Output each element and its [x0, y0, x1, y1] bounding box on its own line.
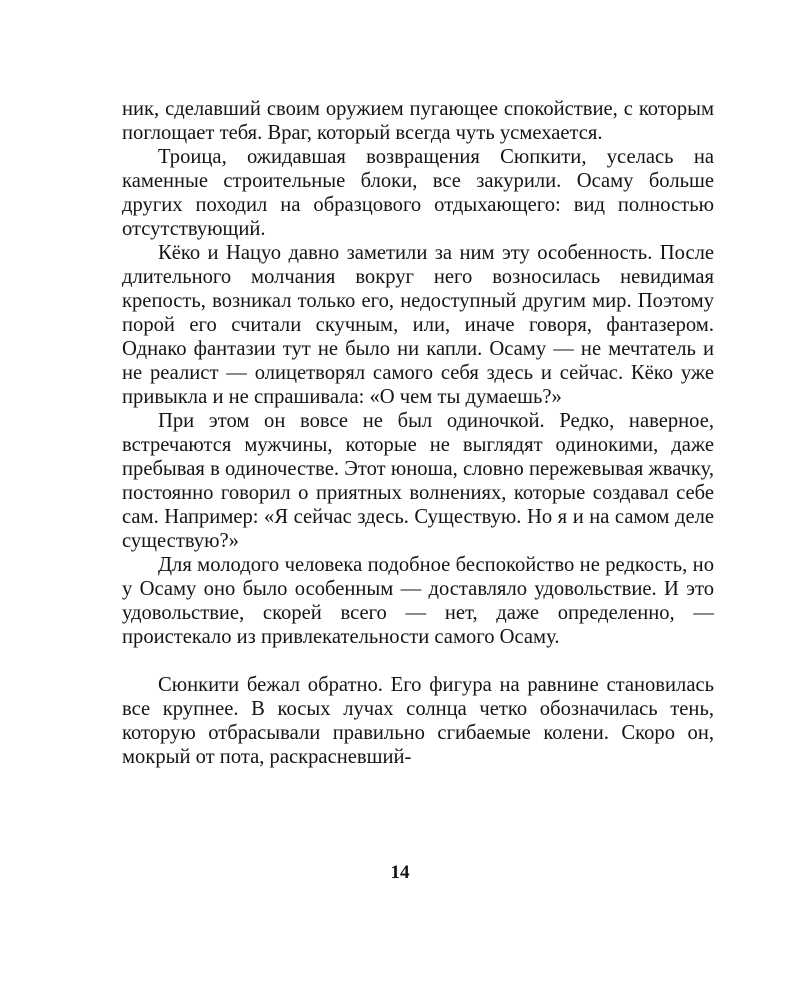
- paragraph-5: Для молодого человека подобное беспокойство не редкость, но у Осаму оно было особенным — доставляло удовольствие. И это удовольствие, скорей всего — нет, даже определенно, — проистекало из привлекательности самого Осаму.: [122, 554, 714, 648]
- paragraph-2: Троица, ожидавшая возвращения Сюпкити, уселась на каменные строительные блоки, все закурили. Осаму больше других походил на образцового отдыхающего: вид полностью отсутствующий.: [122, 146, 714, 240]
- paragraph-6: Сюнкити бежал обратно. Его фигура на равнине становилась все крупнее. В косых лучах солнца четко обозначилась тень, которую отбрасывали правильно сгибаемые колени. Скоро он, мокрый от пота, раскрасневший-: [122, 674, 714, 768]
- page-number: 14: [390, 862, 410, 883]
- body-text: [122, 97, 714, 769]
- paragraph-3: Кёко и Нацуо давно заметили за ним эту особенность. После длительного молчания вокруг него возносилась невидимая крепость, возникал только его, недоступный другим мир. Поэтому порой его считали скучным, или, иначе говоря, фантазером. Однако фантазии тут не было ни капли. Осаму — не мечтатель и не реалист — олицетворял самого себя здесь и сейчас. Кёко уже привыкла и не спрашивала: «О чем ты думаешь?»: [122, 242, 714, 408]
- paragraph-4: При этом он вовсе не был одиночкой. Редко, наверное, встречаются мужчины, которые не выглядят одинокими, даже пребывая в одиночестве. Этот юноша, словно пережевывая жвачку, постоянно говорил о приятных волнениях, которые создавал себе сам. Например: «Я сейчас здесь. Существую. Но я и на самом деле существую?»: [122, 410, 714, 552]
- paragraph-1: ник, сделавший своим оружием пугающее спокойствие, с которым поглощает тебя. Враг, который всегда чуть усмехается.: [122, 98, 714, 144]
